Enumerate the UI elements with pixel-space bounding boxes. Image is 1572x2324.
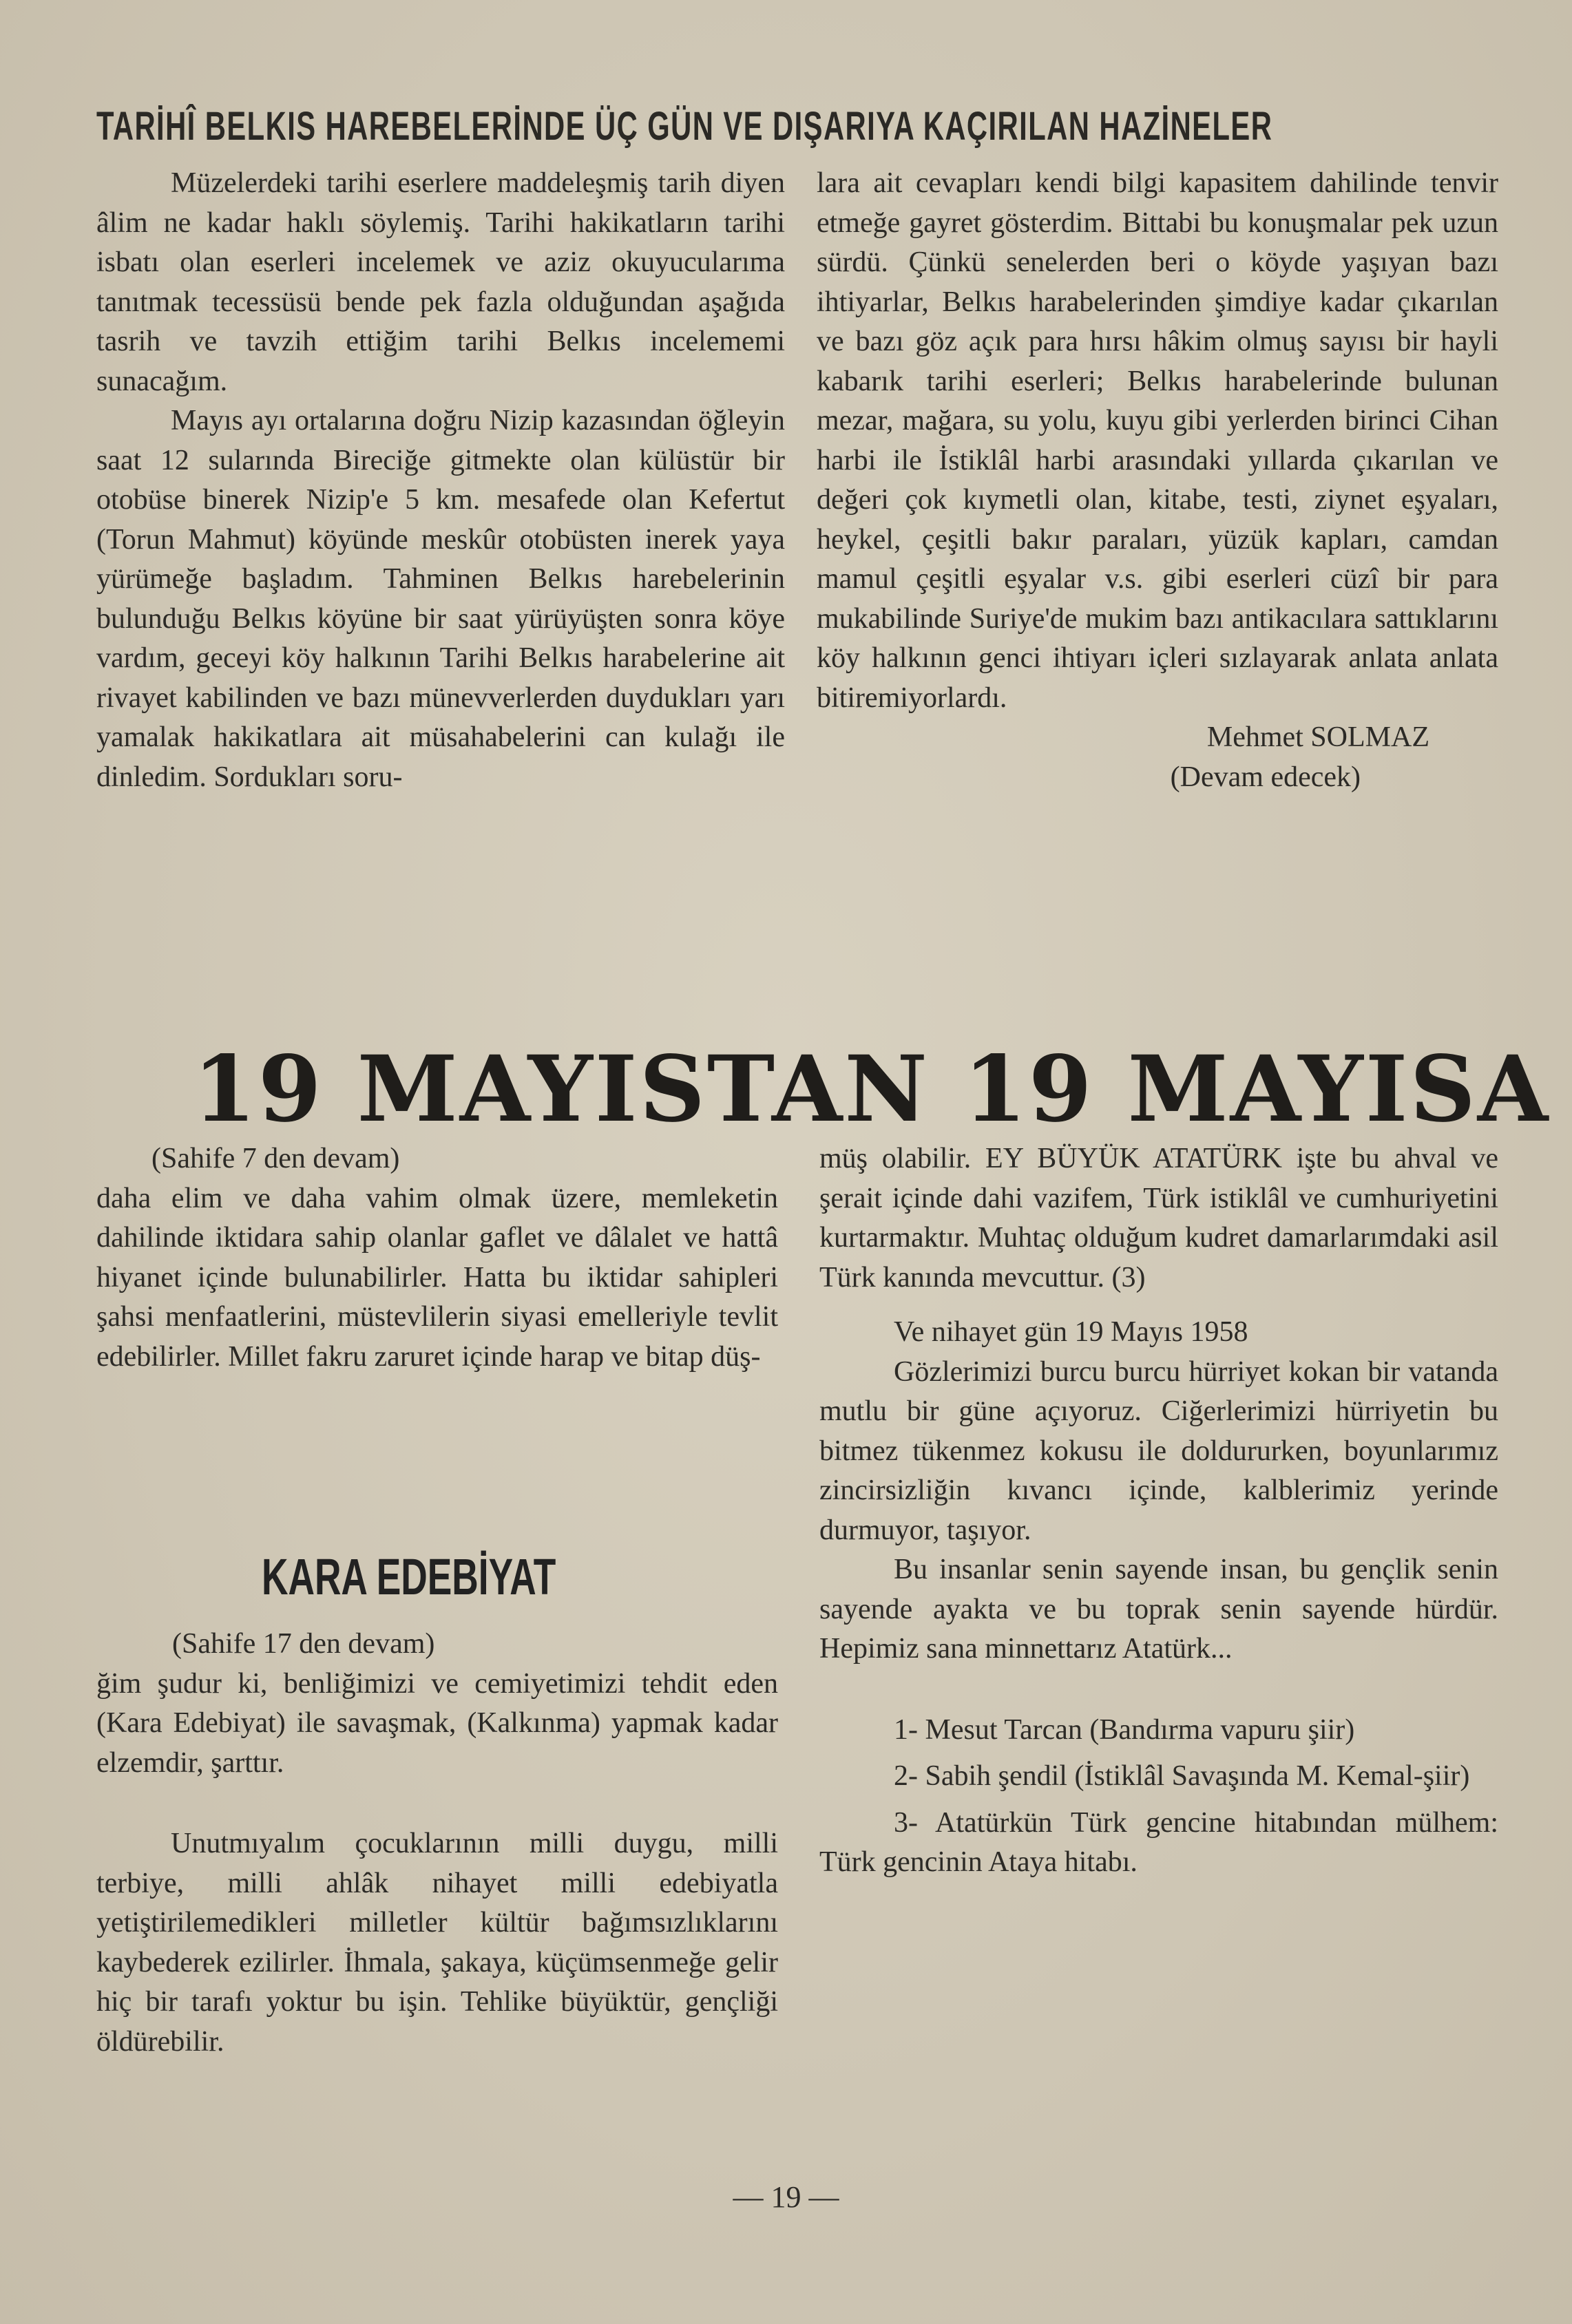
article3-paragraph-2: Unutmıyalım çocuklarının milli duygu, milli terbiye, milli ahlâk nihayet milli edebiyatla yetiştirilemedikleri milletler kültür bağımsızlıklarını kaybederek ezilirler. İhmala, şakaya, küçümsenmeğe gelir hiç bir tarafı yoktur bu işin. Tehlike büyüktür, gençliği öldürebilir. xyxy=(96,1828,778,2058)
article3-paragraph-1: ğim şudur ki, benliğimizi ve cemiyetimizi tehdit eden (Kara Edebiyat) ile savaşmak, (Kalkınma) yapmak kadar elzemdir, şarttır. xyxy=(96,1667,778,1779)
article2-note-1: 1- Mesut Tarcan (Bandırma vapuru şiir) xyxy=(894,1713,1355,1746)
article2-right-column xyxy=(819,1139,1498,1883)
article1-author: Mehmet SOLMAZ xyxy=(1206,721,1429,753)
article2-right-paragraph-2: Gözlerimizi burcu burcu hürriyet kokan bir vatanda mutlu bir güne açıyoruz. Ciğerlerimizi hürriyetin bu bitmez tükenmez kokusu ile doldururken, boyunlarımız zincirsizliğin kıvancı içinde, kalblerimiz yerinde durmuyor, taşıyor. xyxy=(819,1355,1498,1546)
article1-headline: TARİHÎ BELKIS HAREBELERİNDE ÜÇ GÜN VE DIŞARIYA KAÇIRILAN HAZİNELER xyxy=(96,104,1273,149)
article1-paragraph-2: Mayıs ayı ortalarına doğru Nizip kazasından öğleyin saat 12 sularında Bireciğe gitmekte olan külüstür bir otobüse binerek Nizip'e 5 km. mesafede olan Kefertut (Torun Mahmut) köyünde meskûr otobüsten inerek yaya yürümeğe başladım. Tahminen Belkıs harebelerinin bulunduğu Belkıs köyüne bir saat yürüyüşten sonra köye vardım, geceyi köy halkının Tarihi Belkıs harabelerine ait rivayet kabilinden ve bazı münevverlerden duydukları yarı yamalak hakikatlara ait müsahabelerini can kulağı ile dinledim. Sordukları soru- xyxy=(96,405,785,793)
article1-continued: (Devam edecek) xyxy=(1170,761,1361,793)
article3-headline: KARA EDEBİYAT xyxy=(262,1548,556,1605)
article1-left-column xyxy=(96,164,785,797)
article2-right-paragraph-1: müş olabilir. EY BÜYÜK ATATÜRK işte bu ahval ve şerait içinde dahi vazifem, Türk istiklâl ve cumhuriyetini kurtarmaktır. Muhtaç olduğum kudret damarlarımdaki asil Türk kanında mevcuttur. (3) xyxy=(819,1143,1498,1293)
article2-note-3: 3- Atatürkün Türk gencine hitabından mülhem: Türk gencinin Ataya hitabı. xyxy=(819,1806,1498,1878)
article2-continuation-ref: (Sahife 7 den devam) xyxy=(151,1143,400,1174)
article3-column xyxy=(96,1625,778,2062)
article1-paragraph-1: Müzelerdeki tarihi eserlere maddeleşmiş tarih diyen âlim ne kadar haklı söylemiş. Tarihi hakikatların tarihi isbatı olan eserleri incelemek ve aziz okuyucularıma tanıtmak tecessüsü bende pek fazla olduğundan aşağıda tasrih ve tavzih ettiğim tarihi Belkıs incelememi sunacağım. xyxy=(96,167,785,397)
article1-paragraph-3: lara ait cevapları kendi bilgi kapasitem dahilinde tenvir etmeğe gayret gösterdim. Bittabi bu konuşmalar pek uzun sürdü. Çünkü senelerden beri o köyde yaşıyan bazı ihtiyarlar, Belkıs harabelerinden şimdiye kadar çıkarılan ve bazı göz açık para hırsı hâkim olmuş sayısı bir hayli kabarık tarihi eserleri; Belkıs harabelerinde bulunan mezar, mağara, su yolu, kuyu gibi yerlerden birinci Cihan harbi ile İstiklâl harbi arasındaki yıllarda çıkarılan ve değeri çok kıymetli olan, kitabe, testi, ziynet eşyaları, heykel, çeşitli bakır paraları, yüzük kapları, camdan mamul çeşitli eşyalar v.s. gibi eserleri cüzî bir para mukabilinde Suriye'de mukim bazı antikacılara sattıklarını köy halkının genci ihtiyarı içleri sızlayarak anlata anlata bitiremiyorlardı. xyxy=(817,167,1498,714)
article2-left-paragraph: daha elim ve daha vahim olmak üzere, memleketin dahilinde iktidara sahip olanlar gaflet ve dâlalet ve hattâ hiyanet içinde bulunabilirler. Hatta bu iktidar sahipleri şahsi menfaatlerini, müstevlilerin siyasi emelleriyle tevlit edebilirler. Millet fakru zaruret içinde harap ve bitap düş- xyxy=(96,1182,778,1373)
article2-left-column xyxy=(96,1139,778,1377)
article3-continuation-ref: (Sahife 17 den devam) xyxy=(172,1628,435,1660)
page-number: — 19 — xyxy=(733,2180,839,2214)
article2-note-2: 2- Sabih şendil (İstiklâl Savaşında M. Kemal-şiir) xyxy=(894,1760,1470,1792)
article2-date-line: Ve nihayet gün 19 Mayıs 1958 xyxy=(894,1316,1248,1348)
article2-right-paragraph-3: Bu insanlar senin sayende insan, bu gençlik senin sayende ayakta ve bu toprak senin sayende hürdür. Hepimiz sana minnettarız Atatürk... xyxy=(819,1554,1498,1665)
article1-right-column xyxy=(817,164,1498,797)
article2-headline: 19 MAYISTAN 19 MAYISA xyxy=(193,1036,1551,1143)
